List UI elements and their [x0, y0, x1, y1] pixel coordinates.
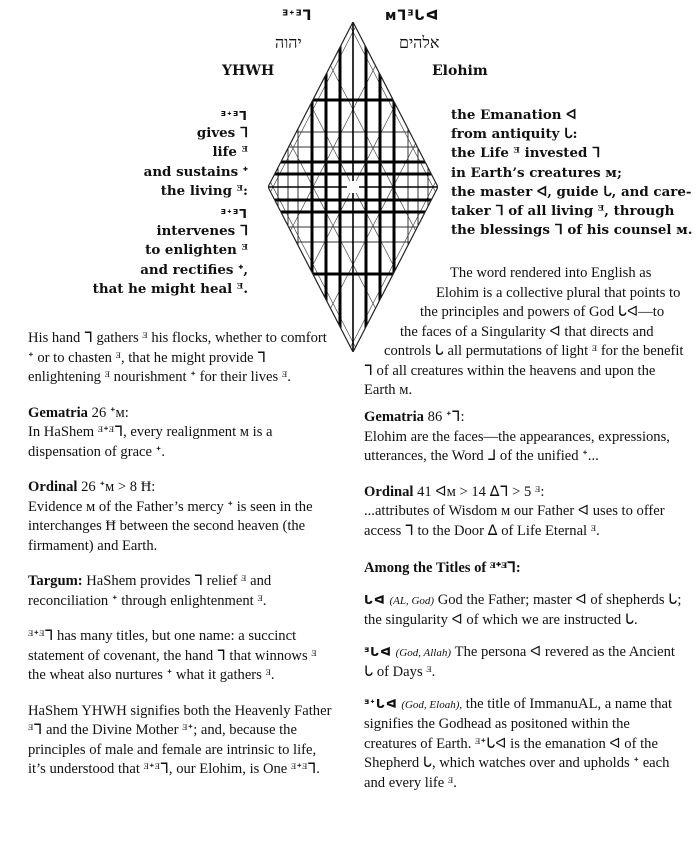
left-poem-line: and sustains ᐩ: [143, 163, 248, 180]
right-poem-line: the master ᐊ, guide ᒐ, and care-: [451, 183, 692, 200]
right-poem-line: the Life ᴲ invested ᒣ: [451, 145, 601, 162]
hashem-paragraph: HaShem YHWH signifies both the Heavenly Father ᴲᒣ and the Divine Mother ᴲᐩ; and, because the principles of male and female are intrinsic to life, it’s understood that ᴲᐩᴲᒣ, our Elohim, is One ᴲᐩᴲᒣ.: [28, 702, 332, 777]
title-eloah-paleo: ᴲᐩᒐᐊ: [364, 696, 398, 711]
left-ordinal-heading: [28, 478, 333, 498]
targum-label: Targum:: [28, 573, 83, 589]
title-allah-paleo: ᴲᒐᐊ: [364, 644, 392, 659]
left-gematria-value: 26 ᐩᴍ:: [91, 404, 129, 421]
left-poem-line: ᴲᐩᴲᒣ: [220, 206, 248, 222]
right-poem-line: from antiquity ᒐ:: [451, 126, 578, 143]
right-ordinal-heading: [364, 483, 684, 503]
left-poem-line: the living ᴲ:: [160, 182, 248, 199]
right-gematria-text: Elohim are the faces—the appearances, expressions, utterances, the Word ᒧ of the unified ᐩ...: [364, 428, 670, 464]
hebrew-elohim-heading: אלהים: [399, 33, 440, 52]
hand-paragraph: His hand ᒣ gathers ᴲ his flocks, whether to comfort ᐩ or to chasten ᴲ, that he might provide ᒣ enlightening ᴲ nourishment ᐩ for their lives ᴲ.: [28, 330, 327, 385]
title-allah-note: (God, Allah): [395, 646, 451, 659]
title-eloah-text: the title of ImmanuAL, a name that signifies the Godhead as positoned within the creatures of Earth. ᴲᐩᒐᐊ is the emanation ᐊ of the Shepherd ᒐ, which watches over and upholds ᐩ each and every life ᴲ.: [364, 695, 673, 791]
left-poem-line: ᴲᐩᴲᒣ: [220, 108, 248, 123]
title-allah-text: The persona ᐊ revered as the Ancient ᒐ of Days ᴲ.: [364, 643, 675, 680]
right-ordinal-value: 41 ᐊᴍ > 14 ᐃᒣ > 5 ᴲ:: [417, 483, 545, 500]
right-poem: [451, 106, 696, 240]
right-poem-line: the blessings ᒣ of his counsel ᴍ.: [451, 222, 693, 239]
paleo-yhwh-heading: ᴲᐩᴲᒣ: [282, 8, 313, 24]
targum-paragraph: [28, 572, 333, 611]
left-poem: [8, 106, 248, 299]
left-poem-line: to enlighten ᴲ: [145, 242, 248, 259]
right-gematria-value: 86 ᐩᒣ:: [427, 409, 465, 425]
left-column: [28, 329, 333, 780]
title-eloah-note: (God, Eloah),: [401, 698, 463, 711]
right-column: [364, 408, 684, 793]
elohim-word-text: The word rendered into English as Elohim is a collective plural that points to the principles and powers of God ᒐᐊ—to the faces of a Singularity ᐊ that directs and controls ᒐ all permutations of light ᴲ for the benefit ᒣ of all creatures within the heavens and upon the Earth ᴍ.: [364, 265, 684, 398]
label-yhwh: YHWH: [222, 63, 275, 79]
right-ordinal-text: ...attributes of Wisdom ᴍ our Father ᐊ uses to offer access ᒣ to the Door ᐃ of Life Eternal ᴲ.: [364, 503, 665, 539]
title-entry-al: [364, 591, 684, 631]
left-poem-line: gives ᒣ: [196, 125, 248, 142]
titles-heading: Among the Titles of ᴲᐩᴲᒣ:: [364, 560, 521, 576]
left-ordinal-label: Ordinal: [28, 479, 78, 495]
elohim-word-paragraph: [364, 264, 684, 401]
right-poem-line: in Earth’s creatures ᴍ;: [451, 164, 622, 181]
titles-paragraph: ᴲᐩᴲᒣ has many titles, but one name: a succinct statement of covenant, the hand ᒣ that winnows ᴲ the wheat also nurtures ᐩ what it gathers ᴲ.: [28, 628, 317, 683]
left-gematria-text: In HaShem ᴲᐩᴲᒣ, every realignment ᴍ is a dispensation of grace ᐩ.: [28, 424, 273, 460]
left-poem-line: and rectifies ᐩ,: [140, 261, 248, 278]
title-al-note: (AL, God): [389, 594, 435, 607]
paleo-elohim-heading: ᴍᒣᴲᒐᐊ: [385, 8, 440, 24]
title-entry-eloah: [364, 695, 684, 794]
left-poem-line: life ᴲ: [212, 144, 248, 161]
right-poem-line: taker ᒣ of all living ᴲ, through: [451, 203, 675, 220]
left-gematria-label: Gematria: [28, 404, 88, 421]
left-ordinal-value: 26 ᐩᴍ > 8 Ħ:: [81, 479, 156, 495]
left-gematria-heading: [28, 404, 333, 424]
right-poem-line: the Emanation ᐊ: [451, 107, 577, 123]
title-al-text: God the Father; master ᐊ of shepherds ᒐ; the singularity ᐊ of which we are instructed ᒐ.: [364, 591, 682, 628]
hebrew-yhwh-heading: יהוה: [275, 33, 302, 52]
label-elohim: Elohim: [432, 63, 488, 79]
right-gematria-heading: [364, 408, 684, 428]
targum-text: HaShem provides ᒣ relief ᴲ and reconciliation ᐩ through enlightenment ᴲ.: [28, 573, 272, 609]
right-ordinal-label: Ordinal: [364, 483, 414, 500]
left-poem-line: intervenes ᒣ: [156, 223, 248, 240]
left-ordinal-text: Evidence ᴍ of the Father’s mercy ᐩ is seen in the interchanges Ħ between the second heaven (the firmament) and Earth.: [28, 498, 313, 554]
title-al-paleo: ᒐᐊ: [364, 592, 386, 607]
right-gematria-label: Gematria: [364, 409, 424, 425]
left-poem-line: that he might heal ᴲ.: [92, 280, 248, 297]
title-entry-allah: [364, 643, 684, 683]
